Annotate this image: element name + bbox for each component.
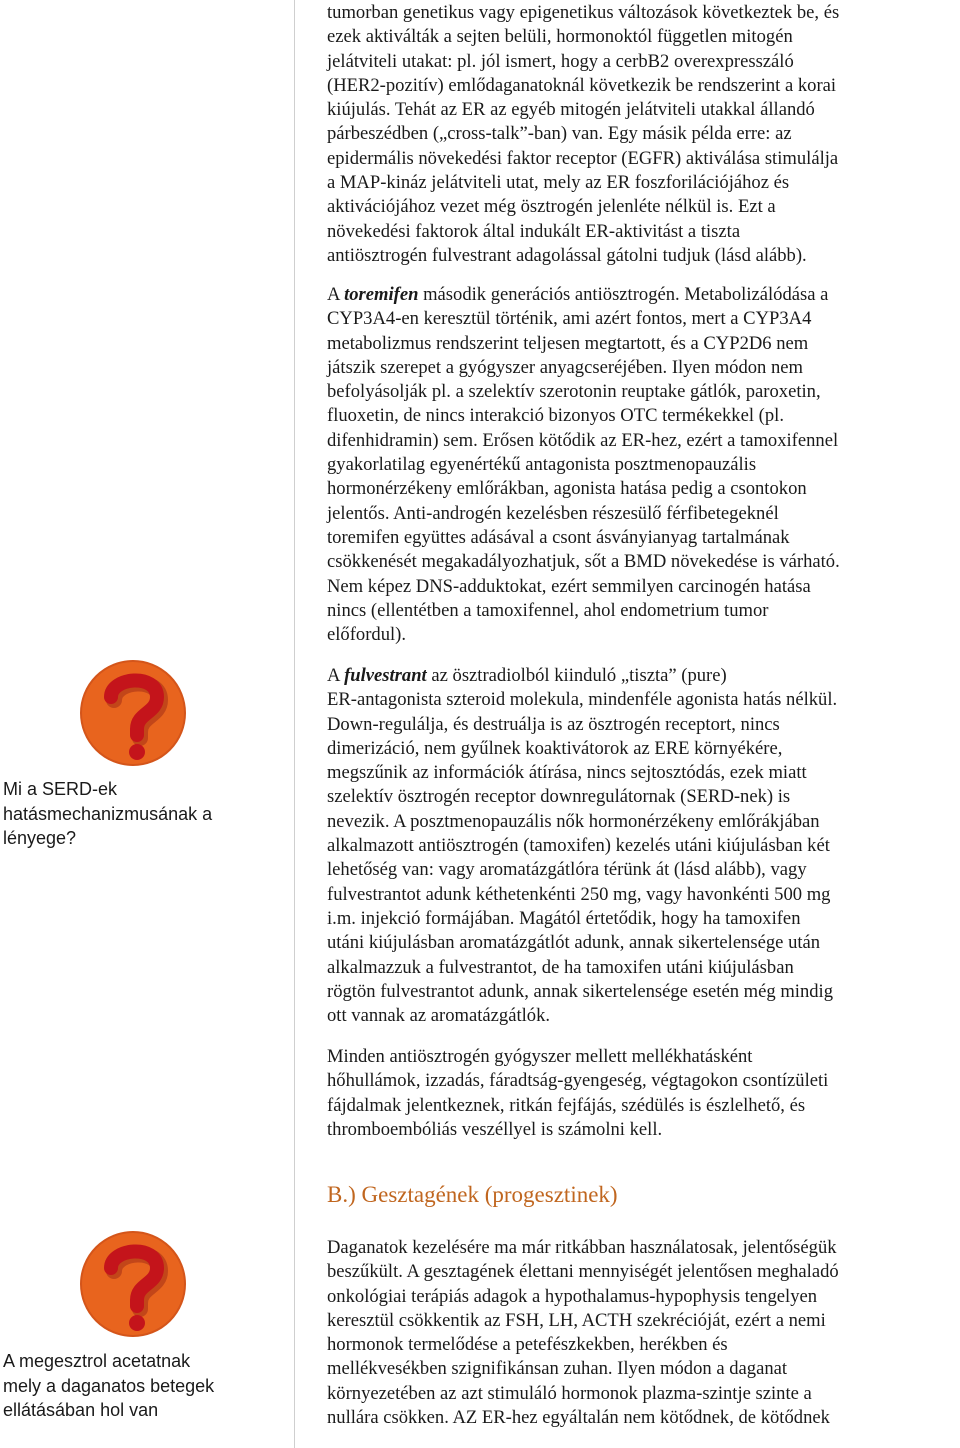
text-line: metabolizmus rendszerint teljesen megtartott, és a CYP2D6 nem [327, 332, 809, 354]
column-divider [294, 0, 295, 1448]
text-line: jelátviteli utakat: pl. jól ismert, hogy a cerbB2 overexpresszáló [327, 50, 794, 72]
text-line: epidermális növekedési faktor receptor (EGFR) aktiválása stimulálja [327, 147, 839, 169]
text-line: szelektív ösztrogén receptor downregulátornak (SERD-nek) is [327, 786, 791, 808]
paragraph-side-effects [327, 1045, 957, 1142]
text-line: fluoxetin, de nincs interakció bizonyos OTC termékekkel (pl. [327, 405, 784, 427]
text-line: fájdalmak jelentkeznek, ritkán fejfájás, szédülés is észlelhető, és [327, 1094, 806, 1116]
text-line: A toremifen második generációs antiösztrogén. Metabolizálódása a [327, 284, 829, 305]
text-line: gyakorlatilag egyenértékű antagonista posztmenopauzális [327, 454, 757, 476]
question-mark-icon [77, 657, 189, 769]
text-line: alkalmazott antiösztrogén (tamoxifen) kezelés utáni kiújulásban két [327, 835, 830, 857]
question-mark-icon [77, 1228, 189, 1340]
text-line: Minden antiösztrogén gyógyszer mellett mellékhatásként [327, 1046, 753, 1067]
text-line: kiújulás. Tehát az ER az egyéb mitogén jelátviteli utakkal állandó [327, 99, 815, 121]
text-line: hormonérzékeny emlőrákban, agonista hatása pedig a csontokon [327, 478, 807, 500]
text-line: csökkenését megakadályozhatjuk, sőt a BMD növekedése is várható. [327, 551, 840, 573]
sidebar-note-serd [3, 777, 288, 851]
text-line: befolyásolják pl. a szelektív szerotonin reuptake gátlók, paroxetin, [327, 381, 821, 403]
note-line: A megesztrol acetatnak [3, 1351, 191, 1371]
text-line: (HER2-pozitív) emlődaganatoknál következik be rendszerint a korai [327, 74, 837, 96]
text-line: hormonok termelődése a petefészkekben, herékben és [327, 1334, 728, 1356]
sidebar-note-megestrol [3, 1349, 288, 1423]
text-line: rögtön fulvestrantot adunk, annak sikertelensége esetén még mindig [327, 980, 834, 1002]
text-line: tumorban genetikus vagy epigenetikus változások következtek be, és [327, 2, 840, 23]
text-line: nullára csökken. AZ ER-hez egyáltalán nem kötődnek, de kötődnek [327, 1407, 830, 1429]
text-line: ott vannak az aromatázgátlók. [327, 1005, 551, 1027]
text-line: Daganatok kezelésére ma már ritkábban használatosak, jelentőségük [327, 1237, 837, 1258]
text-line: lehetőség van: vagy aromatázgátlóra térünk át (lásd alább), vagy [327, 859, 807, 881]
text-line: i.m. injekció formájában. Magától értetődik, hogy ha tamoxifen [327, 907, 801, 929]
text-line: utáni kiújulásban aromatázgátlót adunk, annak sikertelensége után [327, 932, 821, 954]
text-line: Down-regulálja, és destruálja is az ösztrogén receptort, nincs [327, 713, 780, 735]
text-line: alkalmazzuk a fulvestrantot, de ha tamoxifen utáni kiújulásban [327, 956, 794, 978]
text-line: onkológiai terápiás adagok a hypothalamus-hypophysis tengelyen [327, 1285, 818, 1307]
text-line: megszűnik az információk átírása, nincs sejtosztódás, ezek miatt [327, 762, 807, 784]
text-line: CYP3A4-en keresztül történik, ami azért fontos, mert a CYP3A4 [327, 308, 812, 330]
text-line: thromboembóliás veszéllyel is számolni kell. [327, 1118, 663, 1140]
text-line: játszik szerepet a gyógyszer anyagcseréjében. Ilyen módon nem [327, 356, 804, 378]
text-line: jelentős. Anti-androgén kezelésben részesülő férfibetegeknél [327, 502, 779, 524]
text-line: a MAP-kináz jelátviteli utat, mely az ER foszforilációjához és [327, 172, 790, 194]
section-heading: B.) Gesztagének (progesztinek) [327, 1182, 618, 1207]
text-line: párbeszédben („cross-talk”-ban) van. Egy másik példa erre: az [327, 123, 792, 145]
text-line: difenhidramin) sem. Erősen kötődik az ER-hez, ezért a tamoxifennel [327, 429, 839, 451]
note-line: lényege? [3, 828, 77, 848]
text-line: nincs (ellentétben a tamoxifennel, ahol endometrium tumor [327, 599, 769, 621]
paragraph-cross-talk [327, 1, 957, 268]
text-line: toremifen együttes adásával a csont ásványianyag tartalmának [327, 526, 790, 548]
text-line: előfordul). [327, 624, 406, 646]
paragraph-gestagens [327, 1236, 957, 1430]
text-line: beszűkült. A gesztagének élettani mennyiségét jelentősen meghaladó [327, 1261, 839, 1283]
note-line: Mi a SERD-ek [3, 779, 118, 799]
text-line: nevezik. A posztmenopauzális nők hormonérzékeny emlőrákjában [327, 810, 820, 832]
paragraph-toremifen [327, 283, 957, 647]
text-line: aktivációjához vezet még ösztrogén jelenléte nélkül is. Ezt a [327, 196, 776, 218]
text-line: dimerizáció, nem gyűlnek koaktivátorok az ERE környékére, [327, 737, 783, 759]
text-line: Nem képez DNS-adduktokat, ezért semmilyen carcinogén hatása [327, 575, 811, 597]
text-line: ER-antagonista szteroid molekula, mindenféle agonista hatás nélkül. [327, 689, 838, 711]
text-line: növekedési faktorok által indukált ER-aktivitást a tiszta [327, 220, 741, 242]
drug-name: toremifen [344, 284, 419, 305]
text-line: mellékvesékben szignifikánsan zuhan. Ilyen módon a daganat [327, 1358, 788, 1380]
note-line: mely a daganatos betegek [3, 1375, 215, 1396]
note-line: ellátásában hol van [3, 1400, 159, 1420]
text-line: fulvestrantot adunk kéthetenkénti 250 mg, vagy havonkénti 500 mg [327, 883, 831, 905]
text-line: keresztül csökkentik az FSH, LH, ACTH szekrécióját, ezért a nemi [327, 1309, 826, 1331]
paragraph-fulvestrant [327, 664, 957, 1028]
text-line: környezetében az azt stimuláló hormonok plazma-szintje szinte a [327, 1382, 812, 1404]
text-line: hőhullámok, izzadás, fáradtság-gyengeség, végtagokon csontízületi [327, 1070, 829, 1092]
note-line: hatásmechanizmusának a [3, 803, 213, 824]
sidebar [0, 0, 294, 1448]
text-line: ezek aktiválták a sejten belüli, hormonoktól független mitogén [327, 26, 793, 48]
text-line: A fulvestrant az ösztradiolból kiinduló „tiszta” (pure) [327, 665, 727, 686]
drug-name: fulvestrant [344, 665, 427, 686]
text-line: antiösztrogén fulvestrant adagolással gátolni tudjuk (lásd alább). [327, 244, 807, 266]
